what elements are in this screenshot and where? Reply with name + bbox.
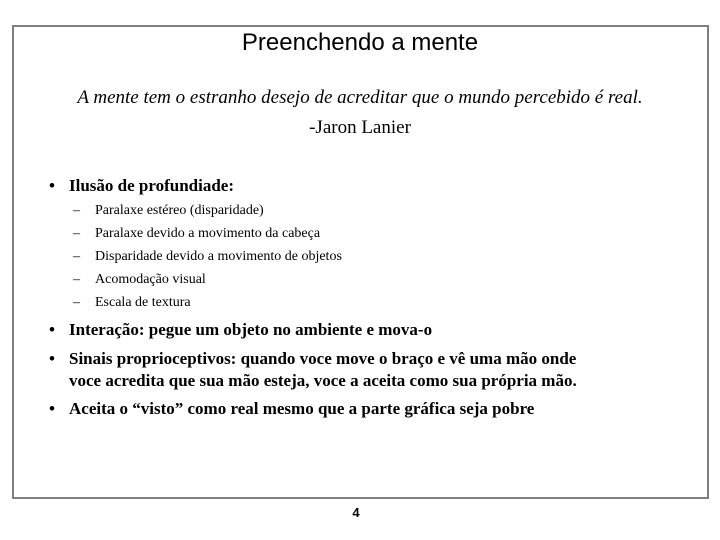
quote-author: -Jaron Lanier: [309, 117, 411, 138]
sub-item-text: Escala de textura: [95, 295, 191, 310]
page-number: 4: [352, 505, 360, 520]
bullet-text: Sinais proprioceptivos: quando voce move o braço e vê uma mão onde: [69, 349, 577, 368]
bullet-icon: •: [49, 349, 55, 368]
dash-icon: –: [73, 203, 80, 218]
bullet-icon: •: [49, 399, 55, 418]
bullet-text: Ilusão de profundiade:: [69, 176, 235, 195]
quote-text: A mente tem o estranho desejo de acreditar que o mundo percebido é real.: [77, 87, 643, 108]
bullet-text: Interação: pegue um objeto no ambiente e mova-o: [69, 320, 433, 339]
bullet-icon: •: [49, 176, 55, 195]
bullet-text: Aceita o “visto” como real mesmo que a parte gráfica seja pobre: [69, 399, 535, 418]
sub-item-text: Paralaxe estéreo (disparidade): [95, 203, 264, 218]
dash-icon: –: [73, 249, 80, 264]
bullet-continuation-text: voce acredita que sua mão esteja, voce a aceita como sua própria mão.: [69, 371, 577, 390]
sub-item-text: Paralaxe devido a movimento da cabeça: [95, 226, 321, 241]
dash-icon: –: [73, 272, 80, 287]
dash-icon: –: [73, 295, 80, 310]
dash-icon: –: [73, 226, 80, 241]
slide-title: Preenchendo a mente: [241, 29, 479, 56]
sub-item-text: Disparidade devido a movimento de objetos: [95, 249, 342, 264]
bullet-icon: •: [49, 320, 55, 339]
sub-item-text: Acomodação visual: [95, 272, 206, 287]
